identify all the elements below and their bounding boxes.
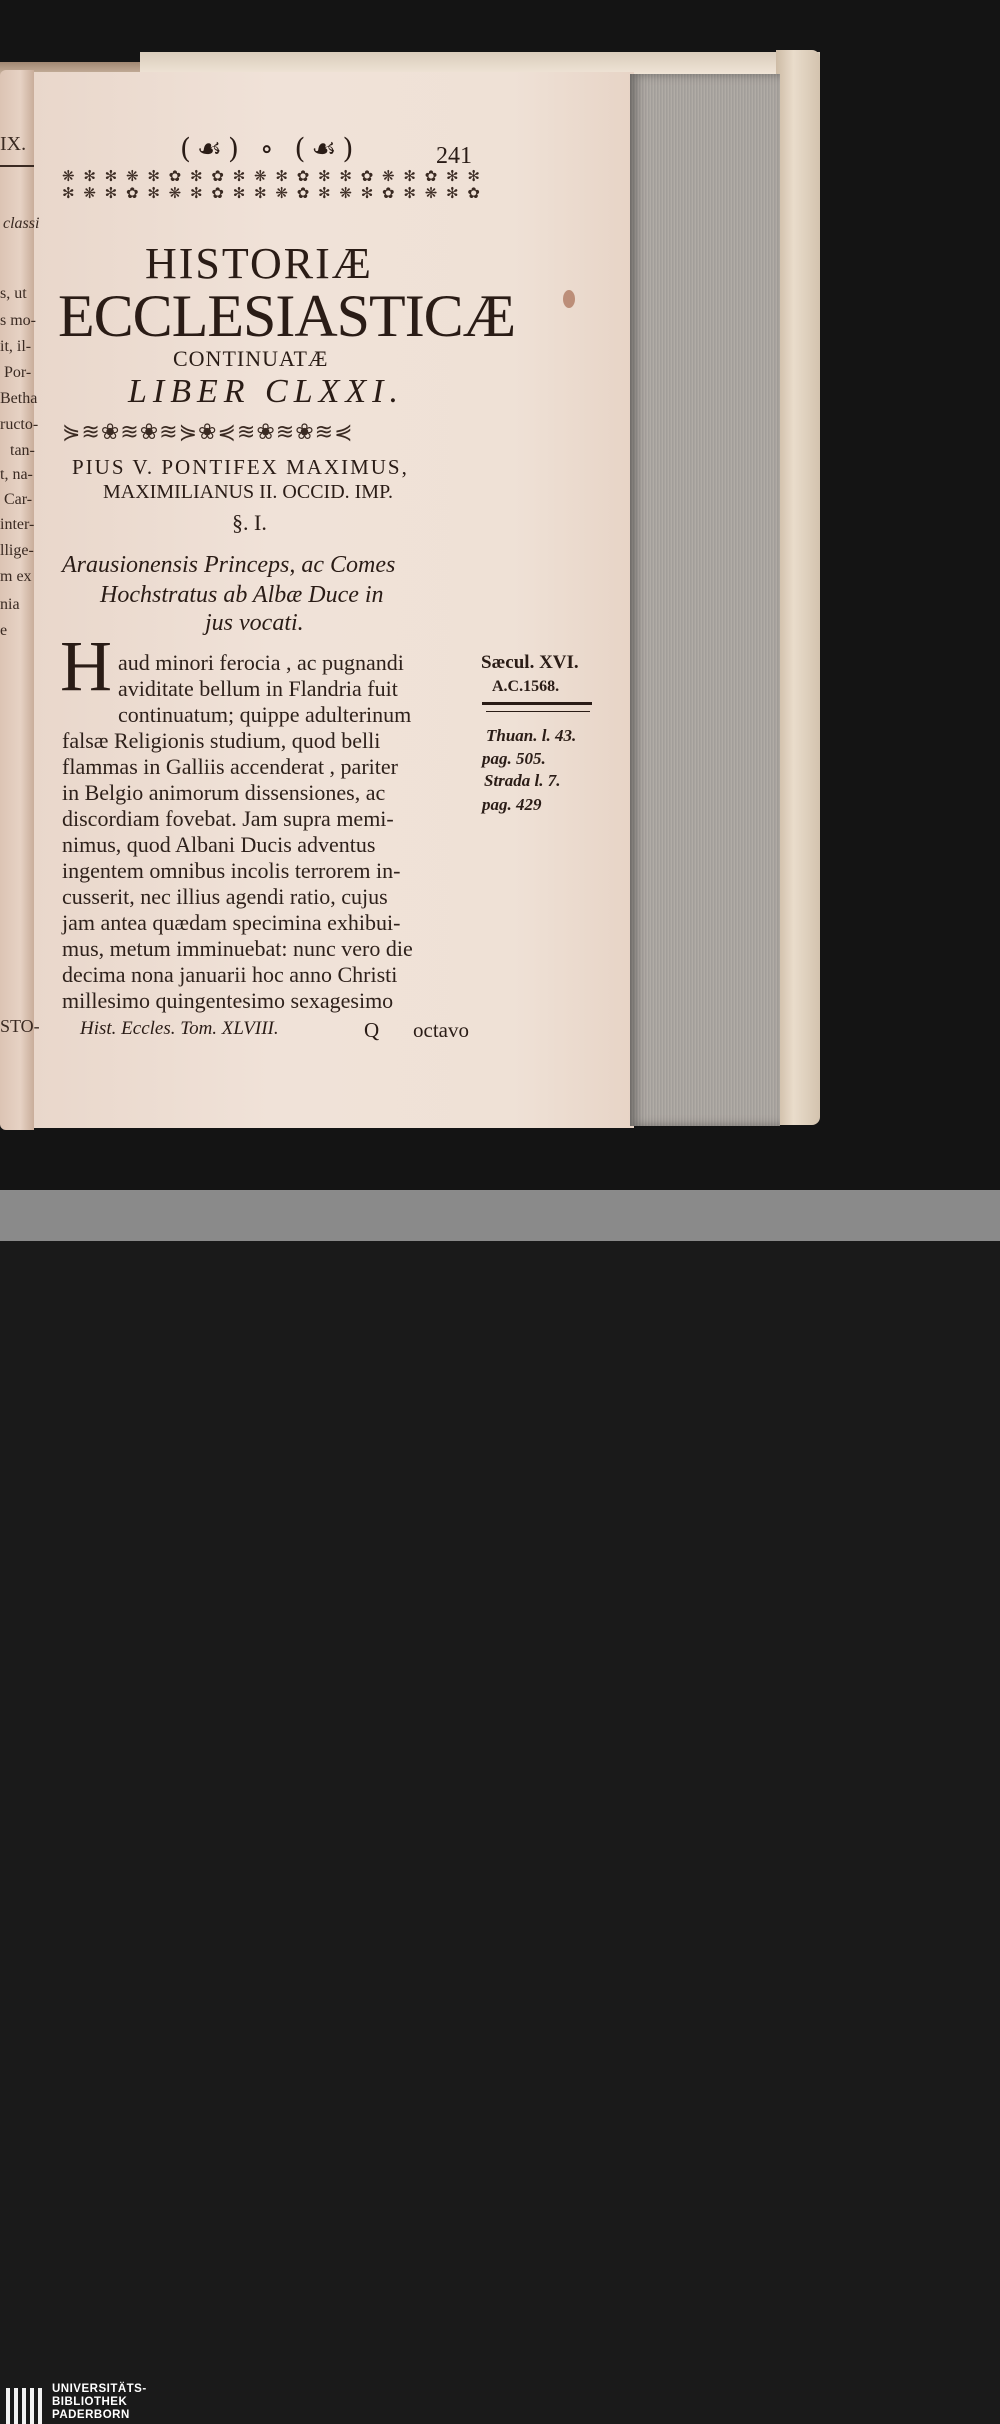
left-page-line: tan- [10, 442, 35, 459]
body-line: falsæ Religionis studium, quod belli [62, 728, 381, 753]
margin-rule [486, 711, 590, 712]
margin-note-reference: pag. 505. [482, 749, 546, 768]
book-cover-top [140, 52, 820, 74]
library-logo-icon [6, 2388, 44, 2424]
title-line-4: LIBER CLXXI. [128, 373, 404, 410]
title-line-2: ECCLESIASTICÆ [58, 283, 516, 349]
ornament-row: ❋ ✻ ✻ ❋ ✻ ✿ ✻ ✿ ✻ ❋ ✻ ✿ ✻ ✻ ✿ ❋ ✻ ✿ ✻ ✻ [62, 167, 482, 185]
summary-line: Hochstratus ab Albæ Duce in [100, 582, 384, 608]
margin-note-year: A.C.1568. [492, 678, 560, 695]
body-line: cusserit, nec illius agendi ratio, cujus [62, 884, 388, 909]
drop-cap: H [60, 626, 112, 706]
page-number: 241 [436, 143, 472, 169]
title-line-3: CONTINUATÆ [173, 346, 329, 371]
body-line: millesimo quingentesimo sexagesimo [62, 988, 394, 1013]
body-line: jam antea quædam specimina exhibui- [62, 910, 401, 935]
margin-note-saeculum: Sæcul. XVI. [481, 652, 579, 673]
book-cover-edge [776, 50, 820, 1125]
summary-line: Arausionensis Princeps, ac Comes [62, 552, 396, 578]
body-line: mus, metum imminuebat: nunc vero die [62, 936, 413, 961]
left-page-line: STO- [0, 1016, 40, 1036]
ornamental-divider: ⋟≋❀≋❀≋⋟❀⋞≋❀≋❀≋⋞ [62, 420, 354, 445]
left-page-line: t, na- [0, 466, 33, 483]
left-page-line: IX. [0, 133, 27, 155]
left-page-line: ructo- [0, 416, 39, 433]
heading-line-2: MAXIMILIANUS II. OCCID. IMP. [103, 481, 393, 503]
body-line: continuatum; quippe adulterinum [118, 702, 412, 727]
running-title: Hist. Eccles. Tom. XLVIII. [80, 1018, 279, 1039]
left-page-line: classi [3, 215, 40, 232]
left-page-line: s, ut [0, 285, 27, 302]
header-vignette: (☙) ∘ (☙) [180, 132, 360, 165]
left-page-line: e [0, 622, 8, 639]
catchword: octavo [413, 1018, 469, 1042]
body-line: aviditate bellum in Flandria fuit [118, 676, 398, 701]
body-line: flammas in Galliis accenderat , pariter [62, 754, 398, 779]
section-mark: §. I. [232, 510, 267, 535]
left-page-line: it, il- [0, 338, 32, 355]
library-name-line: UNIVERSITÄTS- [52, 2383, 147, 2395]
left-page-line: Por- [4, 364, 32, 381]
margin-note-reference: Thuan. l. 43. [486, 726, 577, 745]
left-page-line: s mo- [0, 312, 36, 329]
book-scan [0, 0, 1000, 1190]
left-page-line: Betha [0, 390, 38, 407]
library-name-line: BIBLIOTHEK [52, 2396, 128, 2408]
signature-mark: Q [364, 1018, 380, 1042]
title-line-1: HISTORIÆ [145, 239, 373, 288]
body-line: discordiam fovebat. Jam supra memi- [62, 806, 394, 831]
body-line: in Belgio animorum dissensiones, ac [62, 780, 386, 805]
body-line: nimus, quod Albani Ducis adventus [62, 832, 376, 857]
left-header-rule [0, 165, 34, 167]
ornament-row: ✻ ❋ ✻ ✿ ✻ ❋ ✻ ✿ ✻ ✻ ❋ ✿ ✻ ❋ ✻ ✿ ✻ ❋ ✻ ✿ [62, 184, 482, 202]
left-page-line: inter- [0, 516, 35, 533]
left-page-line: m ex [0, 568, 32, 585]
left-page-line: llige- [0, 542, 34, 559]
paper-stain [563, 290, 575, 308]
body-line: aud minori ferocia , ac pugnandi [118, 650, 404, 675]
body-line: ingentem omnibus incolis terrorem in- [62, 858, 401, 883]
library-name-line: PADERBORN [52, 2409, 130, 2421]
margin-note-reference: pag. 429 [482, 795, 542, 814]
margin-note-reference: Strada l. 7. [484, 771, 561, 790]
heading-line-1: PIUS V. PONTIFEX MAXIMUS, [72, 455, 409, 479]
body-line: decima nona januarii hoc anno Christi [62, 962, 398, 987]
left-page-line: nia [0, 596, 20, 613]
left-page-line: Car- [4, 491, 33, 508]
page-edges [630, 74, 780, 1126]
library-banner [0, 1190, 1000, 2421]
margin-rule [482, 702, 592, 705]
summary-line: jus vocati. [205, 610, 304, 636]
